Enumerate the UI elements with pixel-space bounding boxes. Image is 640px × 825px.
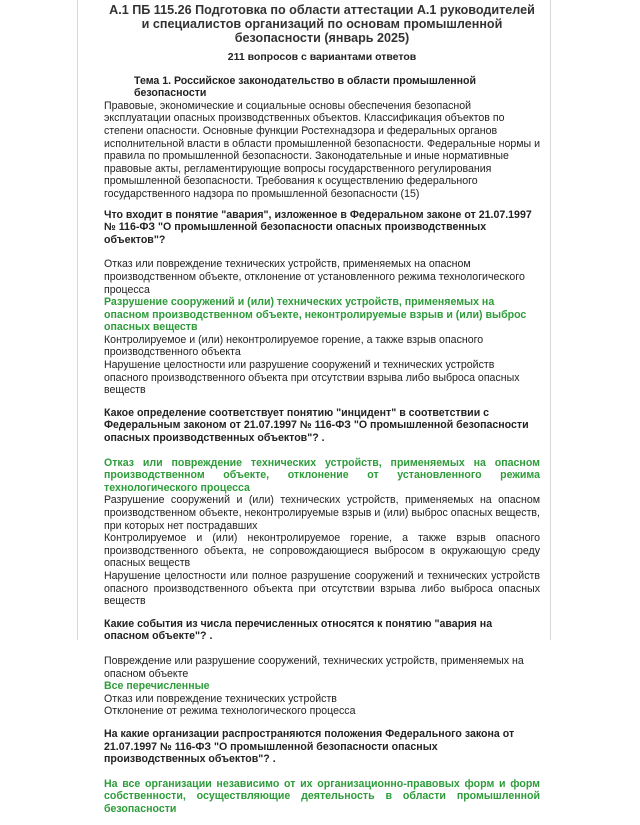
answer: Повреждение или разрушение сооружений, технических устройств, применяемых на опасном объекте [104, 654, 524, 680]
answer-list-1 [104, 258, 540, 397]
question-2: Какое определение соответствует понятию "инцидент" в соответствии с Федеральным законом от 21.07.1997 № 116-ФЗ "О промышленной безопасности опасных производственных объектов"? . [104, 406, 529, 445]
theme-section [104, 75, 540, 201]
answer: Контролируемое и (или) неконтролируемое горение, а также взрыв опасного производственного объекта [104, 333, 484, 359]
answer: Контролируемое и (или) неконтролируемое горение, а также взрыв опасного производственного объекта, не сопровождающиеся выбросом в окружающую среду опасных веществ [104, 532, 540, 570]
answer: Нарушение целостности или разрушение сооружений и технических устройств опасного производственного объекта при отсутствии взрыва либо выброса опасных веществ [104, 359, 520, 397]
document-title: А.1 ПБ 115.26 Подготовка по области аттестации А.1 руководителей и специалистов организаций по основам промышленной безопасности (январь 2025) [109, 3, 535, 45]
document [104, 3, 540, 825]
answer-list-3 [104, 655, 540, 718]
theme-heading: Тема 1. Российское законодательство в области промышленной безопасности [134, 74, 477, 100]
question-4: На какие организации распространяются положения Федерального закона от 21.07.1997 № 116-ФЗ "О промышленной безопасности опасных производственных объектов"? . [104, 727, 515, 766]
answer-correct: Разрушение сооружений и (или) технических устройств, применяемых на опасном производственном объекте, неконтролируемые взрыв и (или) выброс опасных веществ [104, 296, 527, 334]
answer: Отказ или повреждение технических устройств [104, 692, 337, 705]
answer-list-2 [104, 457, 540, 608]
question-1: Что входит в понятие "авария", изложенное в Федеральном законе от 21.07.1997 № 116-ФЗ "О промышленной безопасности опасных производственных объектов"? [104, 208, 532, 246]
answer: Нарушение целостности или полное разрушение сооружений и технических устройств опасного производственного объекта при отсутствии взрыва либо выброса опасных веществ [104, 569, 540, 608]
answer-correct: На все организации независимо от их организационно-правовых форм и форм собственности, осуществляющие деятельность в области промышленной безопасности [104, 777, 540, 815]
answer: Разрушение сооружений и (или) технических устройств, применяемых на опасном производственном объекте, неконтролируемые взрыв и (или) выброс опасных веществ, при которых нет пострадавших [104, 494, 540, 532]
answer-list-4 [104, 778, 540, 816]
document-subtitle: 211 вопросов с вариантами ответов [227, 51, 417, 63]
answer: Отказ или повреждение технических устройств, применяемых на опасном производственном объекте, отклонение от установленного режима технологического процесса [104, 258, 525, 296]
question-3: Какие события из числа перечисленных относятся к понятию "авария на опасном объекте"? . [104, 617, 493, 643]
theme-body: Правовые, экономические и социальные основы обеспечения безопасной эксплуатации опасных производственных объектов. Классификация объектов по степени опасности. Основные функции Ростехнадзора и федеральных органов исполнительной власти в области промышленной безопасности. Федеральные нормы и правила по промышленной безопасности. Законодательные и иные нормативные правовые акты, регламентирующие вопросы государственного регулирования промышленной безопасности. Требования к осуществлению федерального государственного надзора по промышленной безопасности (15) [104, 99, 541, 200]
answer-correct: Все перечисленные [104, 680, 210, 693]
answer-correct: Отказ или повреждение технических устройств, применяемых на опасном производственном объекте, отклонение от установленного режима технологического процесса [104, 456, 540, 494]
answer: Отклонение от режима технологического процесса [104, 705, 356, 718]
